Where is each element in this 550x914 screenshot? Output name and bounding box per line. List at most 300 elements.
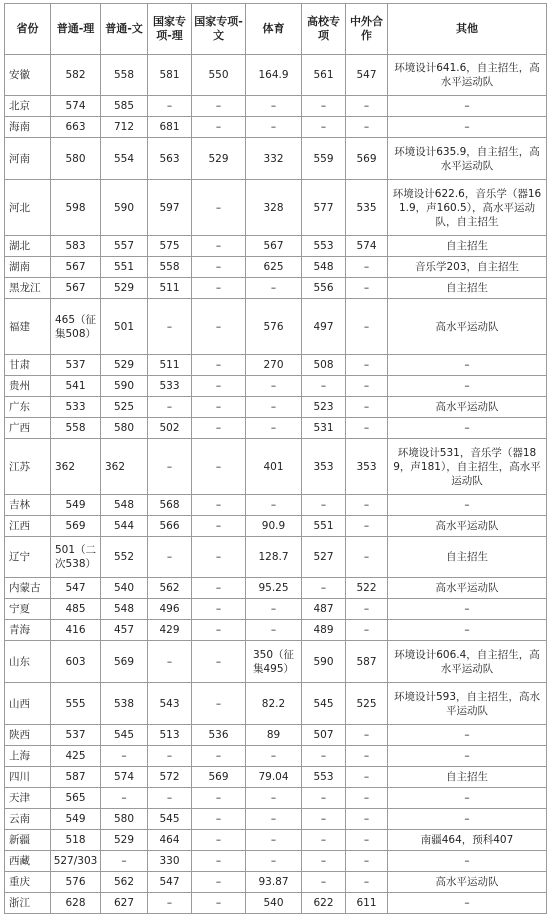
- cell-other: 高水平运动队: [388, 397, 547, 418]
- cell-sino-foreign: –: [346, 872, 388, 893]
- cell-regular-arts: 580: [101, 418, 148, 439]
- cell-university-special: 577: [302, 180, 346, 236]
- cell-national-special-arts: –: [192, 620, 246, 641]
- cell-sports: –: [246, 117, 302, 138]
- cell-university-special: 590: [302, 641, 346, 683]
- cell-national-special-science: –: [148, 893, 192, 914]
- cell-national-special-arts: –: [192, 278, 246, 299]
- cell-university-special: 497: [302, 299, 346, 355]
- cell-regular-arts: 569: [101, 641, 148, 683]
- cell-university-special: 487: [302, 599, 346, 620]
- table-row: [5, 725, 547, 746]
- cell-sports: –: [246, 809, 302, 830]
- cell-province: 湖南: [5, 257, 51, 278]
- cell-regular-science: 362: [51, 439, 101, 495]
- table-row: [5, 376, 547, 397]
- cell-regular-science: 574: [51, 96, 101, 117]
- cell-sports: 540: [246, 893, 302, 914]
- cell-university-special: –: [302, 872, 346, 893]
- cell-sports: 93.87: [246, 872, 302, 893]
- cell-regular-arts: 544: [101, 516, 148, 537]
- table-row: [5, 397, 547, 418]
- cell-sports: 95.25: [246, 578, 302, 599]
- cell-other: –: [388, 620, 547, 641]
- cell-regular-arts: 529: [101, 278, 148, 299]
- cell-other: –: [388, 809, 547, 830]
- table-row: [5, 117, 547, 138]
- table-row: [5, 180, 547, 236]
- cell-sports: 567: [246, 236, 302, 257]
- cell-province: 江西: [5, 516, 51, 537]
- cell-university-special: –: [302, 376, 346, 397]
- cell-national-special-science: 429: [148, 620, 192, 641]
- cell-sino-foreign: –: [346, 767, 388, 788]
- cell-university-special: 556: [302, 278, 346, 299]
- cell-province: 陕西: [5, 725, 51, 746]
- header-province: 省份: [5, 4, 51, 55]
- cell-regular-science: 501（二次538）: [51, 537, 101, 578]
- cell-other: –: [388, 355, 547, 376]
- cell-other: –: [388, 788, 547, 809]
- cell-sino-foreign: –: [346, 278, 388, 299]
- table-row: [5, 55, 547, 96]
- cell-province: 河南: [5, 138, 51, 180]
- table-row: [5, 257, 547, 278]
- cell-national-special-arts: –: [192, 495, 246, 516]
- cell-regular-science: 567: [51, 257, 101, 278]
- cell-sino-foreign: –: [346, 495, 388, 516]
- cell-regular-arts: 574: [101, 767, 148, 788]
- cell-university-special: –: [302, 809, 346, 830]
- cell-other: 自主招生: [388, 767, 547, 788]
- table-row: [5, 138, 547, 180]
- cell-national-special-science: –: [148, 537, 192, 578]
- cell-sports: –: [246, 746, 302, 767]
- cell-sports: 625: [246, 257, 302, 278]
- cell-sports: –: [246, 397, 302, 418]
- cell-university-special: 561: [302, 55, 346, 96]
- cell-national-special-science: 566: [148, 516, 192, 537]
- cell-regular-science: 549: [51, 495, 101, 516]
- cell-regular-arts: 552: [101, 537, 148, 578]
- cell-sino-foreign: 569: [346, 138, 388, 180]
- cell-national-special-science: –: [148, 439, 192, 495]
- cell-sino-foreign: –: [346, 725, 388, 746]
- cell-national-special-science: 502: [148, 418, 192, 439]
- cell-national-special-arts: –: [192, 257, 246, 278]
- cell-university-special: –: [302, 578, 346, 599]
- cell-sino-foreign: 587: [346, 641, 388, 683]
- table-row: [5, 767, 547, 788]
- cell-province: 甘肃: [5, 355, 51, 376]
- cell-university-special: 531: [302, 418, 346, 439]
- cell-sports: –: [246, 495, 302, 516]
- cell-regular-arts: 362: [101, 439, 148, 495]
- table-row: [5, 355, 547, 376]
- cell-university-special: 559: [302, 138, 346, 180]
- cell-sports: 270: [246, 355, 302, 376]
- table-row: [5, 495, 547, 516]
- cell-regular-science: 518: [51, 830, 101, 851]
- cell-university-special: 553: [302, 236, 346, 257]
- cell-regular-science: 580: [51, 138, 101, 180]
- table-body: [5, 55, 547, 914]
- cell-province: 福建: [5, 299, 51, 355]
- cell-university-special: 551: [302, 516, 346, 537]
- table-row: [5, 872, 547, 893]
- cell-national-special-science: –: [148, 397, 192, 418]
- cell-regular-arts: 538: [101, 683, 148, 725]
- cell-province: 云南: [5, 809, 51, 830]
- cell-sports: 79.04: [246, 767, 302, 788]
- cell-regular-science: 598: [51, 180, 101, 236]
- cell-regular-arts: 525: [101, 397, 148, 418]
- cell-province: 浙江: [5, 893, 51, 914]
- cell-regular-science: 425: [51, 746, 101, 767]
- cell-regular-science: 416: [51, 620, 101, 641]
- cell-province: 贵州: [5, 376, 51, 397]
- cell-other: –: [388, 96, 547, 117]
- cell-sports: –: [246, 788, 302, 809]
- cell-university-special: 489: [302, 620, 346, 641]
- cell-sports: 576: [246, 299, 302, 355]
- cell-other: –: [388, 376, 547, 397]
- cell-national-special-arts: –: [192, 578, 246, 599]
- cell-other: –: [388, 725, 547, 746]
- cell-national-special-science: 581: [148, 55, 192, 96]
- cell-national-special-arts: –: [192, 516, 246, 537]
- cell-national-special-arts: 536: [192, 725, 246, 746]
- cell-national-special-science: 681: [148, 117, 192, 138]
- table-row: [5, 620, 547, 641]
- cell-university-special: –: [302, 746, 346, 767]
- table-row: [5, 516, 547, 537]
- cell-national-special-science: 597: [148, 180, 192, 236]
- table-row: [5, 641, 547, 683]
- cell-regular-science: 537: [51, 725, 101, 746]
- cell-sino-foreign: –: [346, 96, 388, 117]
- cell-national-special-arts: –: [192, 683, 246, 725]
- cell-regular-science: 558: [51, 418, 101, 439]
- cell-other: –: [388, 495, 547, 516]
- cell-sports: 89: [246, 725, 302, 746]
- cell-regular-arts: 580: [101, 809, 148, 830]
- header-national-special-science: 国家专项-理: [148, 4, 192, 55]
- cell-sino-foreign: 547: [346, 55, 388, 96]
- cell-other: 音乐学203，自主招生: [388, 257, 547, 278]
- table-row: [5, 236, 547, 257]
- cell-sino-foreign: –: [346, 746, 388, 767]
- cell-sino-foreign: –: [346, 516, 388, 537]
- cell-sino-foreign: 574: [346, 236, 388, 257]
- cell-sino-foreign: 611: [346, 893, 388, 914]
- cell-regular-arts: 529: [101, 355, 148, 376]
- cell-national-special-science: 511: [148, 355, 192, 376]
- cell-province: 重庆: [5, 872, 51, 893]
- cell-national-special-arts: –: [192, 418, 246, 439]
- cell-regular-science: 537: [51, 355, 101, 376]
- cell-sports: 350（征集495）: [246, 641, 302, 683]
- cell-regular-arts: 554: [101, 138, 148, 180]
- cell-regular-arts: 590: [101, 180, 148, 236]
- header-regular-arts: 普通-文: [101, 4, 148, 55]
- cell-sino-foreign: –: [346, 851, 388, 872]
- cell-sino-foreign: –: [346, 376, 388, 397]
- cell-national-special-science: 572: [148, 767, 192, 788]
- admission-score-table: [4, 3, 547, 914]
- cell-national-special-arts: –: [192, 397, 246, 418]
- cell-sports: –: [246, 599, 302, 620]
- table-row: [5, 788, 547, 809]
- cell-province: 天津: [5, 788, 51, 809]
- cell-other: 高水平运动队: [388, 578, 547, 599]
- cell-national-special-arts: –: [192, 809, 246, 830]
- cell-province: 黑龙江: [5, 278, 51, 299]
- cell-national-special-arts: –: [192, 746, 246, 767]
- cell-regular-arts: 558: [101, 55, 148, 96]
- cell-national-special-science: 464: [148, 830, 192, 851]
- cell-regular-arts: 501: [101, 299, 148, 355]
- cell-regular-science: 549: [51, 809, 101, 830]
- cell-regular-arts: 590: [101, 376, 148, 397]
- cell-province: 山东: [5, 641, 51, 683]
- table-row: [5, 418, 547, 439]
- cell-university-special: 508: [302, 355, 346, 376]
- cell-university-special: 553: [302, 767, 346, 788]
- cell-national-special-science: 545: [148, 809, 192, 830]
- table-row: [5, 683, 547, 725]
- cell-regular-arts: 548: [101, 599, 148, 620]
- table-row: [5, 439, 547, 495]
- cell-regular-arts: –: [101, 746, 148, 767]
- cell-national-special-arts: 529: [192, 138, 246, 180]
- cell-other: –: [388, 893, 547, 914]
- cell-sino-foreign: –: [346, 257, 388, 278]
- cell-university-special: –: [302, 117, 346, 138]
- cell-regular-science: 527/303: [51, 851, 101, 872]
- cell-regular-arts: 562: [101, 872, 148, 893]
- cell-province: 海南: [5, 117, 51, 138]
- cell-regular-arts: –: [101, 788, 148, 809]
- cell-regular-arts: 712: [101, 117, 148, 138]
- cell-province: 广西: [5, 418, 51, 439]
- cell-national-special-science: 511: [148, 278, 192, 299]
- cell-province: 宁夏: [5, 599, 51, 620]
- cell-regular-arts: 548: [101, 495, 148, 516]
- table-row: [5, 809, 547, 830]
- cell-national-special-arts: –: [192, 180, 246, 236]
- cell-national-special-arts: –: [192, 788, 246, 809]
- cell-sino-foreign: 535: [346, 180, 388, 236]
- header-sports: 体育: [246, 4, 302, 55]
- cell-sino-foreign: –: [346, 117, 388, 138]
- cell-other: 高水平运动队: [388, 299, 547, 355]
- cell-university-special: 353: [302, 439, 346, 495]
- cell-university-special: 545: [302, 683, 346, 725]
- cell-regular-arts: 585: [101, 96, 148, 117]
- cell-national-special-science: 496: [148, 599, 192, 620]
- cell-national-special-science: –: [148, 788, 192, 809]
- cell-national-special-science: –: [148, 96, 192, 117]
- cell-province: 上海: [5, 746, 51, 767]
- cell-sports: 82.2: [246, 683, 302, 725]
- cell-sino-foreign: –: [346, 397, 388, 418]
- cell-national-special-science: 330: [148, 851, 192, 872]
- cell-other: 高水平运动队: [388, 872, 547, 893]
- cell-other: 南疆464，预科407: [388, 830, 547, 851]
- cell-national-special-arts: –: [192, 537, 246, 578]
- cell-sino-foreign: –: [346, 788, 388, 809]
- cell-sino-foreign: –: [346, 830, 388, 851]
- cell-national-special-arts: –: [192, 376, 246, 397]
- cell-regular-science: 465（征集508）: [51, 299, 101, 355]
- cell-national-special-arts: –: [192, 599, 246, 620]
- cell-other: 环境设计606.4，自主招生，高水平运动队: [388, 641, 547, 683]
- cell-national-special-science: 568: [148, 495, 192, 516]
- cell-sports: –: [246, 376, 302, 397]
- cell-sino-foreign: –: [346, 355, 388, 376]
- cell-national-special-arts: 569: [192, 767, 246, 788]
- cell-national-special-science: 563: [148, 138, 192, 180]
- cell-regular-arts: –: [101, 851, 148, 872]
- cell-national-special-science: 513: [148, 725, 192, 746]
- cell-province: 湖北: [5, 236, 51, 257]
- header-university-special: 高校专项: [302, 4, 346, 55]
- cell-university-special: 527: [302, 537, 346, 578]
- cell-university-special: –: [302, 788, 346, 809]
- table-row: [5, 537, 547, 578]
- table-row: [5, 578, 547, 599]
- cell-university-special: 622: [302, 893, 346, 914]
- cell-sino-foreign: –: [346, 809, 388, 830]
- cell-national-special-arts: –: [192, 236, 246, 257]
- cell-university-special: –: [302, 851, 346, 872]
- cell-other: 环境设计531，音乐学（器189，声181），自主招生，高水平运动队: [388, 439, 547, 495]
- cell-sports: –: [246, 851, 302, 872]
- table-row: [5, 96, 547, 117]
- cell-other: –: [388, 851, 547, 872]
- cell-national-special-arts: 550: [192, 55, 246, 96]
- cell-province: 吉林: [5, 495, 51, 516]
- cell-other: –: [388, 418, 547, 439]
- cell-province: 辽宁: [5, 537, 51, 578]
- cell-regular-arts: 545: [101, 725, 148, 746]
- cell-national-special-science: 558: [148, 257, 192, 278]
- cell-university-special: 523: [302, 397, 346, 418]
- cell-sports: –: [246, 620, 302, 641]
- table-row: [5, 299, 547, 355]
- cell-sino-foreign: –: [346, 418, 388, 439]
- cell-university-special: 548: [302, 257, 346, 278]
- cell-sports: –: [246, 278, 302, 299]
- cell-regular-science: 576: [51, 872, 101, 893]
- cell-other: 自主招生: [388, 537, 547, 578]
- cell-province: 西藏: [5, 851, 51, 872]
- cell-province: 河北: [5, 180, 51, 236]
- cell-regular-science: 547: [51, 578, 101, 599]
- table-row: [5, 830, 547, 851]
- cell-sports: 90.9: [246, 516, 302, 537]
- cell-national-special-arts: –: [192, 117, 246, 138]
- cell-other: 环境设计641.6，自主招生，高水平运动队: [388, 55, 547, 96]
- cell-province: 四川: [5, 767, 51, 788]
- cell-regular-science: 555: [51, 683, 101, 725]
- cell-province: 北京: [5, 96, 51, 117]
- cell-national-special-arts: –: [192, 641, 246, 683]
- table-header-row: [5, 4, 547, 55]
- cell-other: –: [388, 599, 547, 620]
- cell-national-special-science: 533: [148, 376, 192, 397]
- cell-regular-science: 567: [51, 278, 101, 299]
- table-row: [5, 278, 547, 299]
- cell-regular-science: 582: [51, 55, 101, 96]
- cell-province: 新疆: [5, 830, 51, 851]
- cell-university-special: –: [302, 96, 346, 117]
- table-row: [5, 599, 547, 620]
- cell-regular-science: 569: [51, 516, 101, 537]
- cell-national-special-science: 575: [148, 236, 192, 257]
- cell-sino-foreign: –: [346, 620, 388, 641]
- cell-national-special-arts: –: [192, 830, 246, 851]
- cell-other: –: [388, 117, 547, 138]
- cell-province: 广东: [5, 397, 51, 418]
- cell-regular-science: 533: [51, 397, 101, 418]
- cell-regular-arts: 540: [101, 578, 148, 599]
- cell-university-special: –: [302, 495, 346, 516]
- cell-sports: 332: [246, 138, 302, 180]
- cell-other: 环境设计593，自主招生，高水平运动队: [388, 683, 547, 725]
- cell-regular-arts: 529: [101, 830, 148, 851]
- cell-national-special-science: –: [148, 299, 192, 355]
- cell-regular-science: 587: [51, 767, 101, 788]
- cell-sino-foreign: 522: [346, 578, 388, 599]
- cell-regular-science: 603: [51, 641, 101, 683]
- cell-sino-foreign: 525: [346, 683, 388, 725]
- header-regular-science: 普通-理: [51, 4, 101, 55]
- cell-national-special-arts: –: [192, 355, 246, 376]
- cell-national-special-science: –: [148, 746, 192, 767]
- cell-regular-arts: 627: [101, 893, 148, 914]
- cell-regular-science: 663: [51, 117, 101, 138]
- cell-sino-foreign: 353: [346, 439, 388, 495]
- cell-sports: –: [246, 418, 302, 439]
- cell-national-special-arts: –: [192, 872, 246, 893]
- cell-sports: 328: [246, 180, 302, 236]
- cell-university-special: 507: [302, 725, 346, 746]
- cell-national-special-arts: –: [192, 439, 246, 495]
- cell-sino-foreign: –: [346, 599, 388, 620]
- cell-sino-foreign: –: [346, 537, 388, 578]
- cell-national-special-arts: –: [192, 299, 246, 355]
- header-sino-foreign: 中外合作: [346, 4, 388, 55]
- table-row: [5, 893, 547, 914]
- cell-regular-science: 485: [51, 599, 101, 620]
- cell-national-special-science: –: [148, 641, 192, 683]
- cell-national-special-arts: –: [192, 893, 246, 914]
- cell-other: 环境设计622.6，音乐学（器161.9，声160.5），高水平运动队，自主招生: [388, 180, 547, 236]
- cell-regular-science: 628: [51, 893, 101, 914]
- cell-national-special-science: 562: [148, 578, 192, 599]
- cell-province: 安徽: [5, 55, 51, 96]
- cell-other: 环境设计635.9，自主招生，高水平运动队: [388, 138, 547, 180]
- header-other: 其他: [388, 4, 547, 55]
- cell-other: 自主招生: [388, 278, 547, 299]
- cell-national-special-science: 547: [148, 872, 192, 893]
- cell-sports: –: [246, 96, 302, 117]
- cell-sports: 401: [246, 439, 302, 495]
- cell-university-special: –: [302, 830, 346, 851]
- cell-province: 山西: [5, 683, 51, 725]
